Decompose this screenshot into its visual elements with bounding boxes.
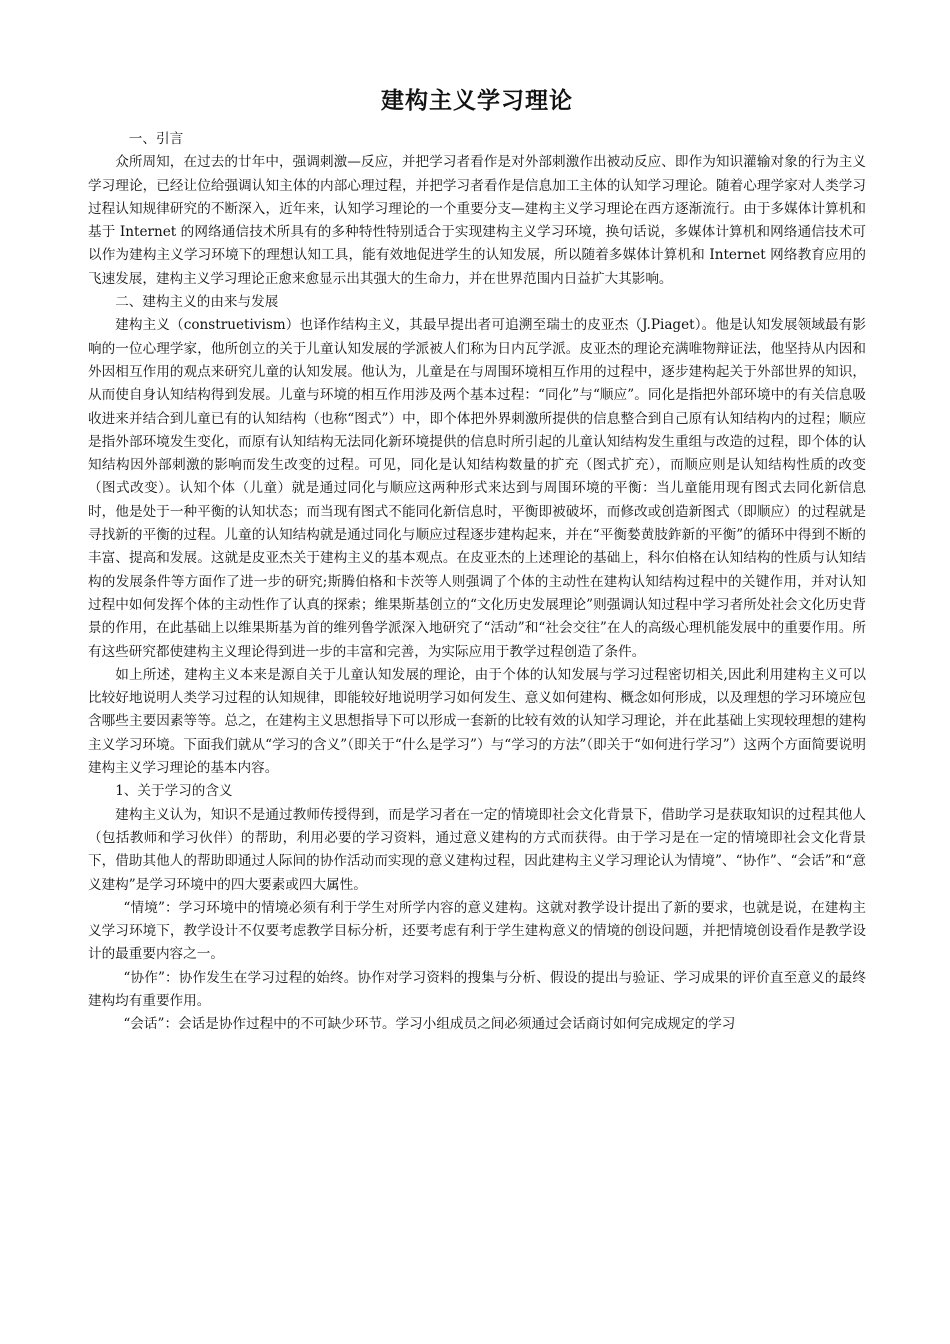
section-heading-learning-meaning: 1、关于学习的含义 [115,783,233,800]
section-heading-origin: 二、建构主义的由来与发展 [115,294,279,311]
paragraph: 建构主义（construetivism）也译作结构主义，其最早提出者可追溯至瑞士的皮亚杰（J.Piaget）。他是认知发展领域最有影响的一位心理学家，他所创立的关于儿童认知发展的学派被人们称为日内瓦学派。皮亚杰的理论充满唯物辩证法，他坚持从内因和外因相互作用的观点来研究儿童的认知发展。他认为，儿童是在与周围环境相互作用的过程中，逐步建构起关于外部世界的知识，从而使自身认知结构得到发展。儿童与环境的相互作用涉及两个基本过程：“同化”与“顺应”。同化是指把外部环境中的有关信息吸收进来并结合到儿童已有的认知结构（也称“图式”）中，即个体把外界刺激所提供的信息整合到自己原有认知结构内的过程；顺应是指外部环境发生变化，而原有认知结构无法同化新环境提供的信息时所引起的儿童认知结构发生重组与改造的过程，即个体的认知结构因外部刺激的影响而发生改变的过程。可见，同化是认知结构数量的扩充（图式扩充），而顺应则是认知结构性质的改变（图式改变）。认知个体（儿童）就是通过同化与顺应这两种形式来达到与周围环境的平衡：当儿童能用现有图式去同化新信息时，他是处于一种平衡的认知状态；而当现有图式不能同化新信息时，平衡即被破坏，而修改或创造新图式（即顺应）的过程就是寻找新的平衡的过程。儿童的认知结构就是通过同化与顺应过程逐步建构起来，并在“平衡媝黄肢鈼新的平衡”的循环中得到不断的丰富、提高和发展。这就是皮亚杰关于建构主义的基本观点。在皮亚杰的上述理论的基础上，科尔伯格在认知结构的性质与认知结构的发展条件等方面作了进一步的研究;斯腾伯格和卡茨等人则强调了个体的主动性在建构认知结构过程中的关键作用，并对认知过程中如何发挥个体的主动性作了认真的探索；维果斯基创立的“文化历史发展理论”则强调认知过程中学习者所处社会文化历史背景的作用，在此基础上以维果斯基为首的维列鲁学派深入地研究了“活动”和“社会交往”在人的高级心理机能发展中的重要作用。所有这些研究都使建构主义理论得到进一步的丰富和完善，为实际应用于教学过程创造了条件。 [88,317,866,660]
paragraph-collaboration: “协作”：协作发生在学习过程的始终。协作对学习资料的搜集与分析、假设的提出与验证、学习成果的评价直至意义的最终建构均有重要作用。 [88,969,866,1009]
document-title: 建构主义学习理论 [381,88,573,114]
paragraph: 众所周知，在过去的廿年中，强调刺激—反应，并把学习者看作是对外部刺激作出被动反应、即作为知识灌输对象的行为主义学习理论，已经让位给强调认知主体的内部心理过程，并把学习者看作是信息加工主体的认知学习理论。随着心理学家对人类学习过程认知规律研究的不断深入，近年来，认知学习理论的一个重要分支—建构主义学习理论在西方逐渐流行。由于多媒体计算机和基于 Internet 的网络通信技术所具有的多种特性特别适合于实现建构主义学习环境，换句话说，多媒体计算机和网络通信技术可以作为建构主义学习环境下的理想认知工具，能有效地促进学生的认知发展，所以随着多媒体计算机和 Internet 网络教育应用的飞速发展，建构主义学习理论正愈来愈显示出其强大的生命力，并在世界范围内日益扩大其影响。 [88,154,866,287]
paragraph: 如上所述，建构主义本来是源自关于儿童认知发展的理论，由于个体的认知发展与学习过程密切相关,因此利用建构主义可以比较好地说明人类学习过程的认知规律，即能较好地说明学习如何发生、意义如何建构、概念如何形成，以及理想的学习环境应包含哪些主要因素等等。总之，在建构主义思想指导下可以形成一套新的比较有效的认知学习理论，并在此基础上实现较理想的建构主义学习环境。下面我们就从“学习的含义”（即关于“什么是学习”）与“学习的方法”（即关于“如何进行学习”）这两个方面简要说明建构主义学习理论的基本内容。 [88,666,866,777]
paragraph-situation: “情境”：学习环境中的情境必须有利于学生对所学内容的意义建构。这就对教学设计提出了新的要求，也就是说，在建构主义学习环境下，教学设计不仅要考虑教学目标分析，还要考虑有利于学生建构意义的情境的创设问题，并把情境创设看作是教学设计的最重要内容之一。 [88,899,866,963]
paragraph: 建构主义认为，知识不是通过教师传授得到，而是学习者在一定的情境即社会文化背景下，借助学习是获取知识的过程其他人（包括教师和学习伙伴）的帮助，利用必要的学习资料，通过意义建构的方式而获得。由于学习是在一定的情境即社会文化背景下，借助其他人的帮助即通过人际间的协作活动而实现的意义建构过程，因此建构主义学习理论认为情境”、“协作”、“会话”和“意义建构”是学习环境中的四大要素或四大属性。 [88,806,866,893]
paragraph-conversation: “会话”：会话是协作过程中的不可缺少环节。学习小组成员之间必须通过会话商讨如何完成规定的学习 [123,1016,736,1033]
section-heading-intro: 一、引言 [128,131,184,147]
